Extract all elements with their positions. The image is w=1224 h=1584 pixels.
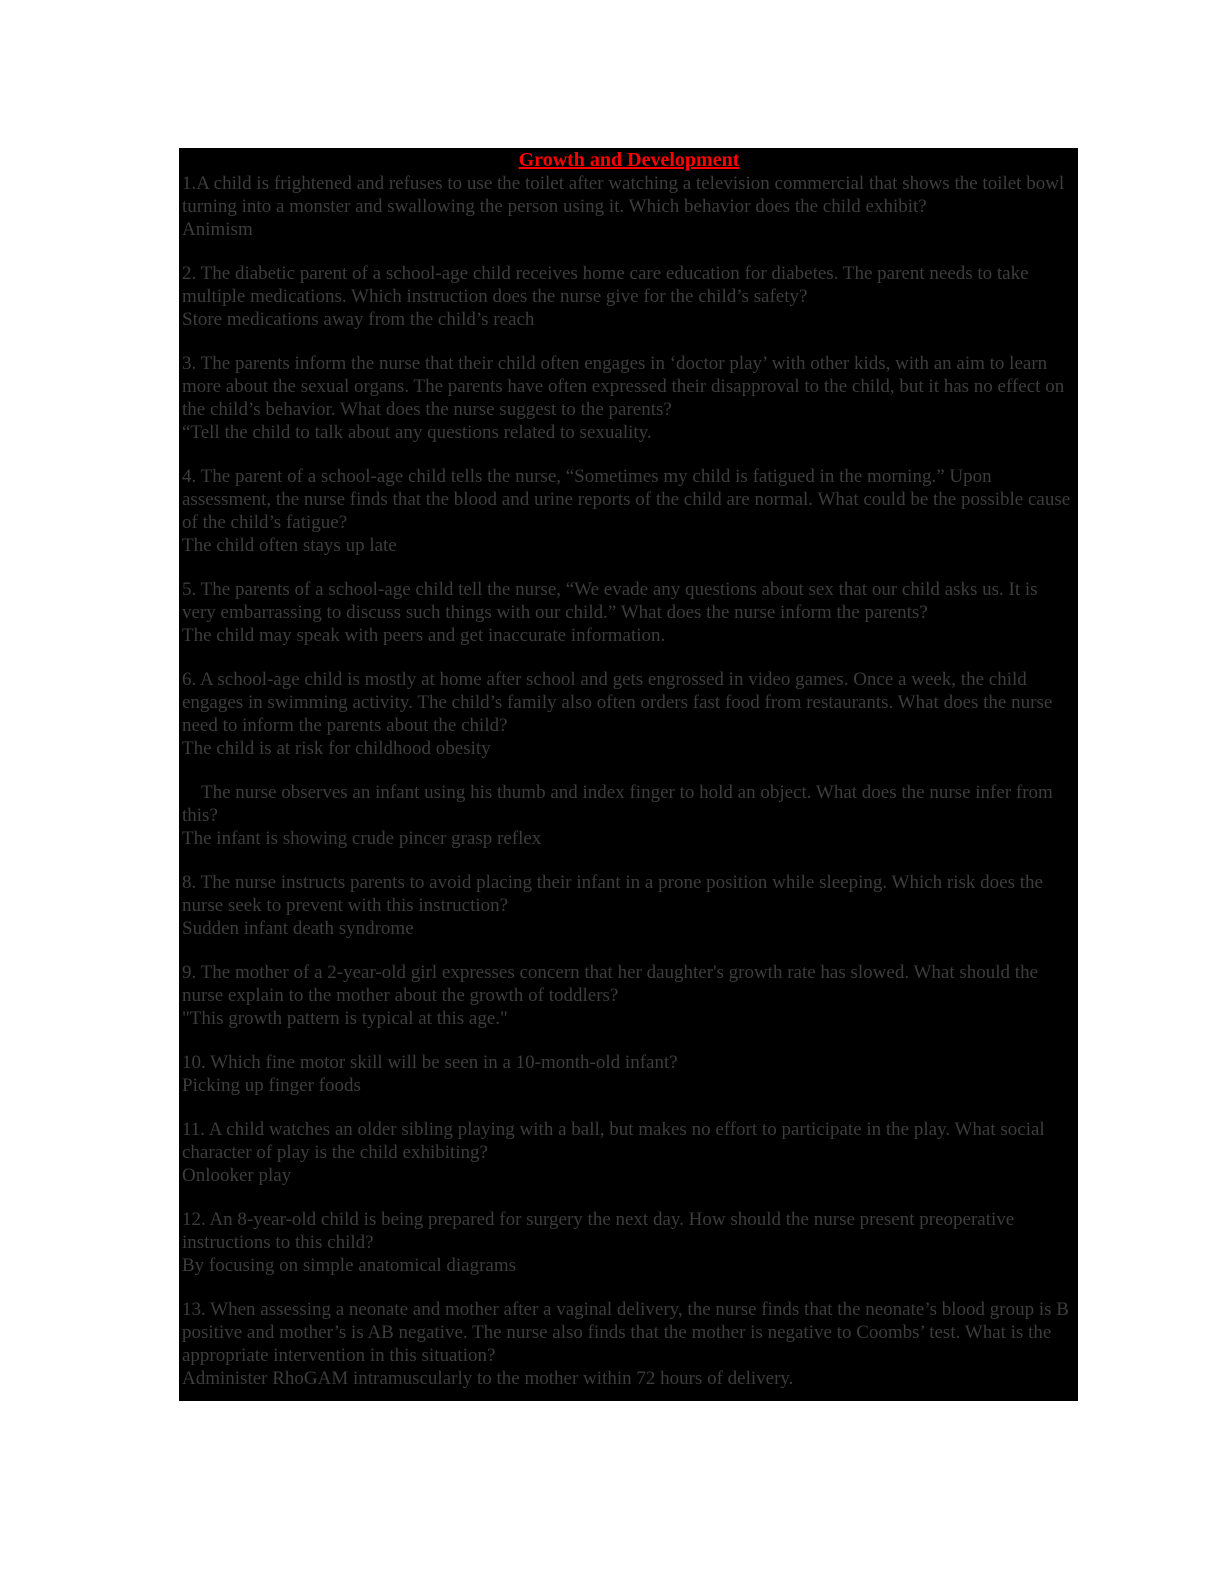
question-text: 3. The parents inform the nurse that their child often engages in ‘doctor play’ with other kids, with an aim to learn more about the sexual organs. The parents have often expressed their disapproval to the child, but it has no effect on the child’s behavior. What does the nurse suggest to the parents? — [182, 353, 1065, 420]
question-text: 11. A child watches an older sibling playing with a ball, but makes no effort to participate in the play. What social character of play is the child exhibiting? — [182, 1119, 1045, 1163]
answer-text: By focusing on simple anatomical diagrams — [182, 1255, 517, 1276]
answer-text: The child is at risk for childhood obesity — [182, 738, 491, 759]
question-text: 10. Which fine motor skill will be seen in a 10-month-old infant? — [182, 1052, 678, 1073]
qa-block-6 — [182, 668, 1076, 760]
question-text: 13. When assessing a neonate and mother after a vaginal delivery, the nurse finds that the neonate’s blood group is B positive and mother’s is AB negative. The nurse also finds that the mother is negative to Coombs’ test. What is the appropriate intervention in this situation? — [182, 1299, 1069, 1366]
question-text: 6. A school-age child is mostly at home after school and gets engrossed in video games. Once a week, the child engages in swimming activity. The child’s family also often orders fast food from restaurants. What does the nurse need to inform the parents about the child? — [182, 669, 1053, 736]
qa-block-4 — [182, 465, 1076, 557]
question-text: 2. The diabetic parent of a school-age child receives home care education for diabetes. The parent needs to take multiple medications. Which instruction does the nurse give for the child’s safety? — [182, 263, 1029, 307]
qa-block-11 — [182, 1118, 1076, 1187]
qa-block-10 — [182, 1051, 1076, 1097]
answer-text: "This growth pattern is typical at this age." — [182, 1008, 508, 1029]
question-text: 8. The nurse instructs parents to avoid placing their infant in a prone position while sleeping. Which risk does the nurse seek to prevent with this instruction? — [182, 872, 1043, 916]
answer-text: Animism — [182, 219, 253, 240]
answer-text: Picking up finger foods — [182, 1075, 361, 1096]
answer-text: The child may speak with peers and get inaccurate information. — [182, 625, 666, 646]
question-text: 9. The mother of a 2-year-old girl expresses concern that her daughter's growth rate has slowed. What should the nurse explain to the mother about the growth of toddlers? — [182, 962, 1039, 1006]
qa-block-3 — [182, 352, 1076, 444]
answer-text: Administer RhoGAM intramuscularly to the mother within 72 hours of delivery. — [182, 1368, 794, 1389]
document-page — [179, 148, 1078, 1401]
qa-block-7 — [182, 781, 1076, 850]
answer-text: Store medications away from the child’s reach — [182, 309, 535, 330]
answer-text: Sudden infant death syndrome — [182, 918, 414, 939]
qa-block-9 — [182, 961, 1076, 1030]
question-text: 12. An 8-year-old child is being prepared for surgery the next day. How should the nurse present preoperative instructions to this child? — [182, 1209, 1015, 1253]
qa-block-13 — [182, 1298, 1076, 1390]
question-text: The nurse observes an infant using his thumb and index finger to hold an object. What does the nurse infer from this? — [182, 782, 1053, 826]
answer-text: The child often stays up late — [182, 535, 397, 556]
question-text: 4. The parent of a school-age child tells the nurse, “Sometimes my child is fatigued in the morning.” Upon assessment, the nurse finds that the blood and urine reports of the child are normal. What could be the possible cause of the child’s fatigue? — [182, 466, 1071, 533]
answer-text: Onlooker play — [182, 1165, 292, 1186]
question-text: 1.A child is frightened and refuses to use the toilet after watching a television commercial that shows the toilet bowl turning into a monster and swallowing the person using it. Which behavior does the child exhibit? — [182, 173, 1065, 217]
qa-block-5 — [182, 578, 1076, 647]
qa-block-12 — [182, 1208, 1076, 1277]
qa-block-1 — [182, 172, 1076, 241]
answer-text: The infant is showing crude pincer grasp reflex — [182, 828, 542, 849]
answer-text: “Tell the child to talk about any questions related to sexuality. — [182, 422, 652, 443]
question-text: 5. The parents of a school-age child tell the nurse, “We evade any questions about sex that our child asks us. It is very embarrassing to discuss such things with our child.” What does the nurse inform the parents? — [182, 579, 1038, 623]
qa-block-2 — [182, 262, 1076, 331]
page-title: Growth and Development — [518, 149, 740, 171]
qa-block-8 — [182, 871, 1076, 940]
